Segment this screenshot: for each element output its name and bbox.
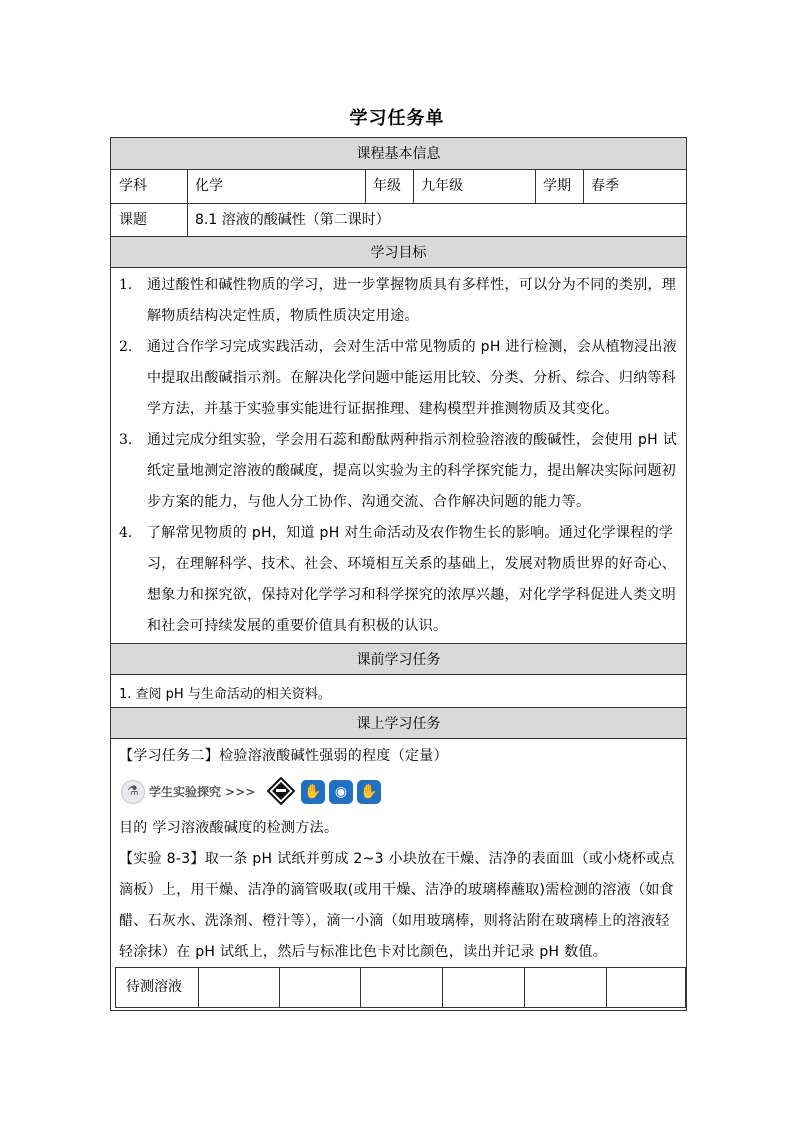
purpose-text: 目的 学习溶液酸碱度的检测方法。: [119, 820, 339, 836]
experiment-text: 【实验 8-3】取一条 pH 试纸并剪成 2~3 小块放在干燥、洁净的表面皿（或小烧杯或点滴板）上，用干燥、洁净的滴管吸取(或用干燥、洁净的玻璃棒蘸取)需检测的溶液（如食醋、石灰水、洗涤剂、橙汁等），滴一小滴（如用玻璃棒，则将沾附在玻璃棒上的溶液轻轻涂抹）在 pH 试纸上，然后与标准比色卡对比颜色，读出并记录 pH 数值。: [119, 851, 675, 960]
ph-record-table: [115, 967, 686, 1008]
divider: [413, 170, 414, 203]
objective-text: 了解常见物质的 pH，知道 pH 对生命活动及农作物生长的影响。通过化学课程的学习，在理解科学、技术、社会、环境相互关系的基础上，发展对物质世界的好奇心、想象力和探究欲，保持对化学学习和科学探究的浓厚兴趣，对化学学科促进人类文明和社会可持续发展的重要价值具有积极的认识。: [147, 525, 677, 634]
task-sheet-table: [110, 137, 687, 1011]
goggles-icon: ◉: [329, 780, 353, 804]
objective-text: 通过合作学习完成实践活动，会对生活中常见物质的 pH 进行检测，会从植物浸出液中提取出酸碱指示剂。在解决化学问题中能运用比较、分类、分析、综合、归纳等科学方法，并基于实验事实能进行证据推理、建构模型并推测物质及其变化。: [147, 339, 678, 417]
table-divider: [442, 968, 443, 1007]
divider: [365, 170, 366, 203]
objective-item: [119, 425, 681, 518]
banner-label: 学生实验探究 >>>: [149, 785, 256, 799]
table-divider: [685, 968, 686, 1007]
grade-value: 九年级: [421, 178, 463, 194]
experiment-banner: [121, 778, 381, 808]
term-label: 学期: [543, 178, 571, 194]
table-divider: [606, 968, 607, 1007]
objective-item: [119, 518, 681, 642]
table-label: 待测溶液: [126, 979, 182, 995]
subject-value: 化学: [195, 178, 223, 194]
pre-class-task: 1. 查阅 pH 与生命活动的相关资料。: [119, 687, 331, 702]
grade-label: 年级: [373, 178, 401, 194]
divider: [583, 170, 584, 203]
section-in-class: 课上学习任务: [111, 707, 686, 739]
task-heading: 【学习任务二】检验溶液酸碱性强弱的程度（定量）: [119, 748, 448, 764]
objective-number: 4.: [119, 525, 133, 541]
gloves-icon: ✋: [357, 780, 381, 804]
objective-item: [119, 270, 681, 332]
corrosive-hazard-icon: [267, 777, 295, 805]
flask-icon: ⚗: [121, 780, 145, 804]
table-divider: [198, 968, 199, 1007]
hand-wash-icon: ✋: [301, 780, 325, 804]
table-divider: [524, 968, 525, 1007]
objective-text: 通过完成分组实验，学会用石蕊和酚酞两种指示剂检验溶液的酸碱性，会使用 pH 试纸定量地测定溶液的酸碱度，提高以实验为主的科学探究能力，提出解决实际问题初步方案的能力，与他人分工协作、沟通交流、合作解决问题的能力等。: [147, 432, 678, 510]
section-objectives: 学习目标: [111, 236, 686, 268]
section-pre-class: 课前学习任务: [111, 643, 686, 675]
objective-number: 2.: [119, 339, 133, 355]
topic-value: 8.1 溶液的酸碱性（第二课时）: [195, 212, 390, 228]
topic-label: 课题: [119, 212, 147, 228]
objective-text: 通过酸性和碱性物质的学习，进一步掌握物质具有多样性，可以分为不同的类别，理解物质结构决定性质，物质性质决定用途。: [147, 277, 677, 324]
table-divider: [279, 968, 280, 1007]
table-divider: [360, 968, 361, 1007]
objective-item: [119, 332, 681, 425]
section-basic-info: 课程基本信息: [111, 138, 686, 170]
objective-number: 1.: [119, 277, 133, 293]
page-title: 学习任务单: [349, 108, 445, 129]
objective-number: 3.: [119, 432, 133, 448]
term-value: 春季: [591, 178, 619, 194]
subject-label: 学科: [119, 178, 147, 194]
divider: [535, 170, 536, 203]
